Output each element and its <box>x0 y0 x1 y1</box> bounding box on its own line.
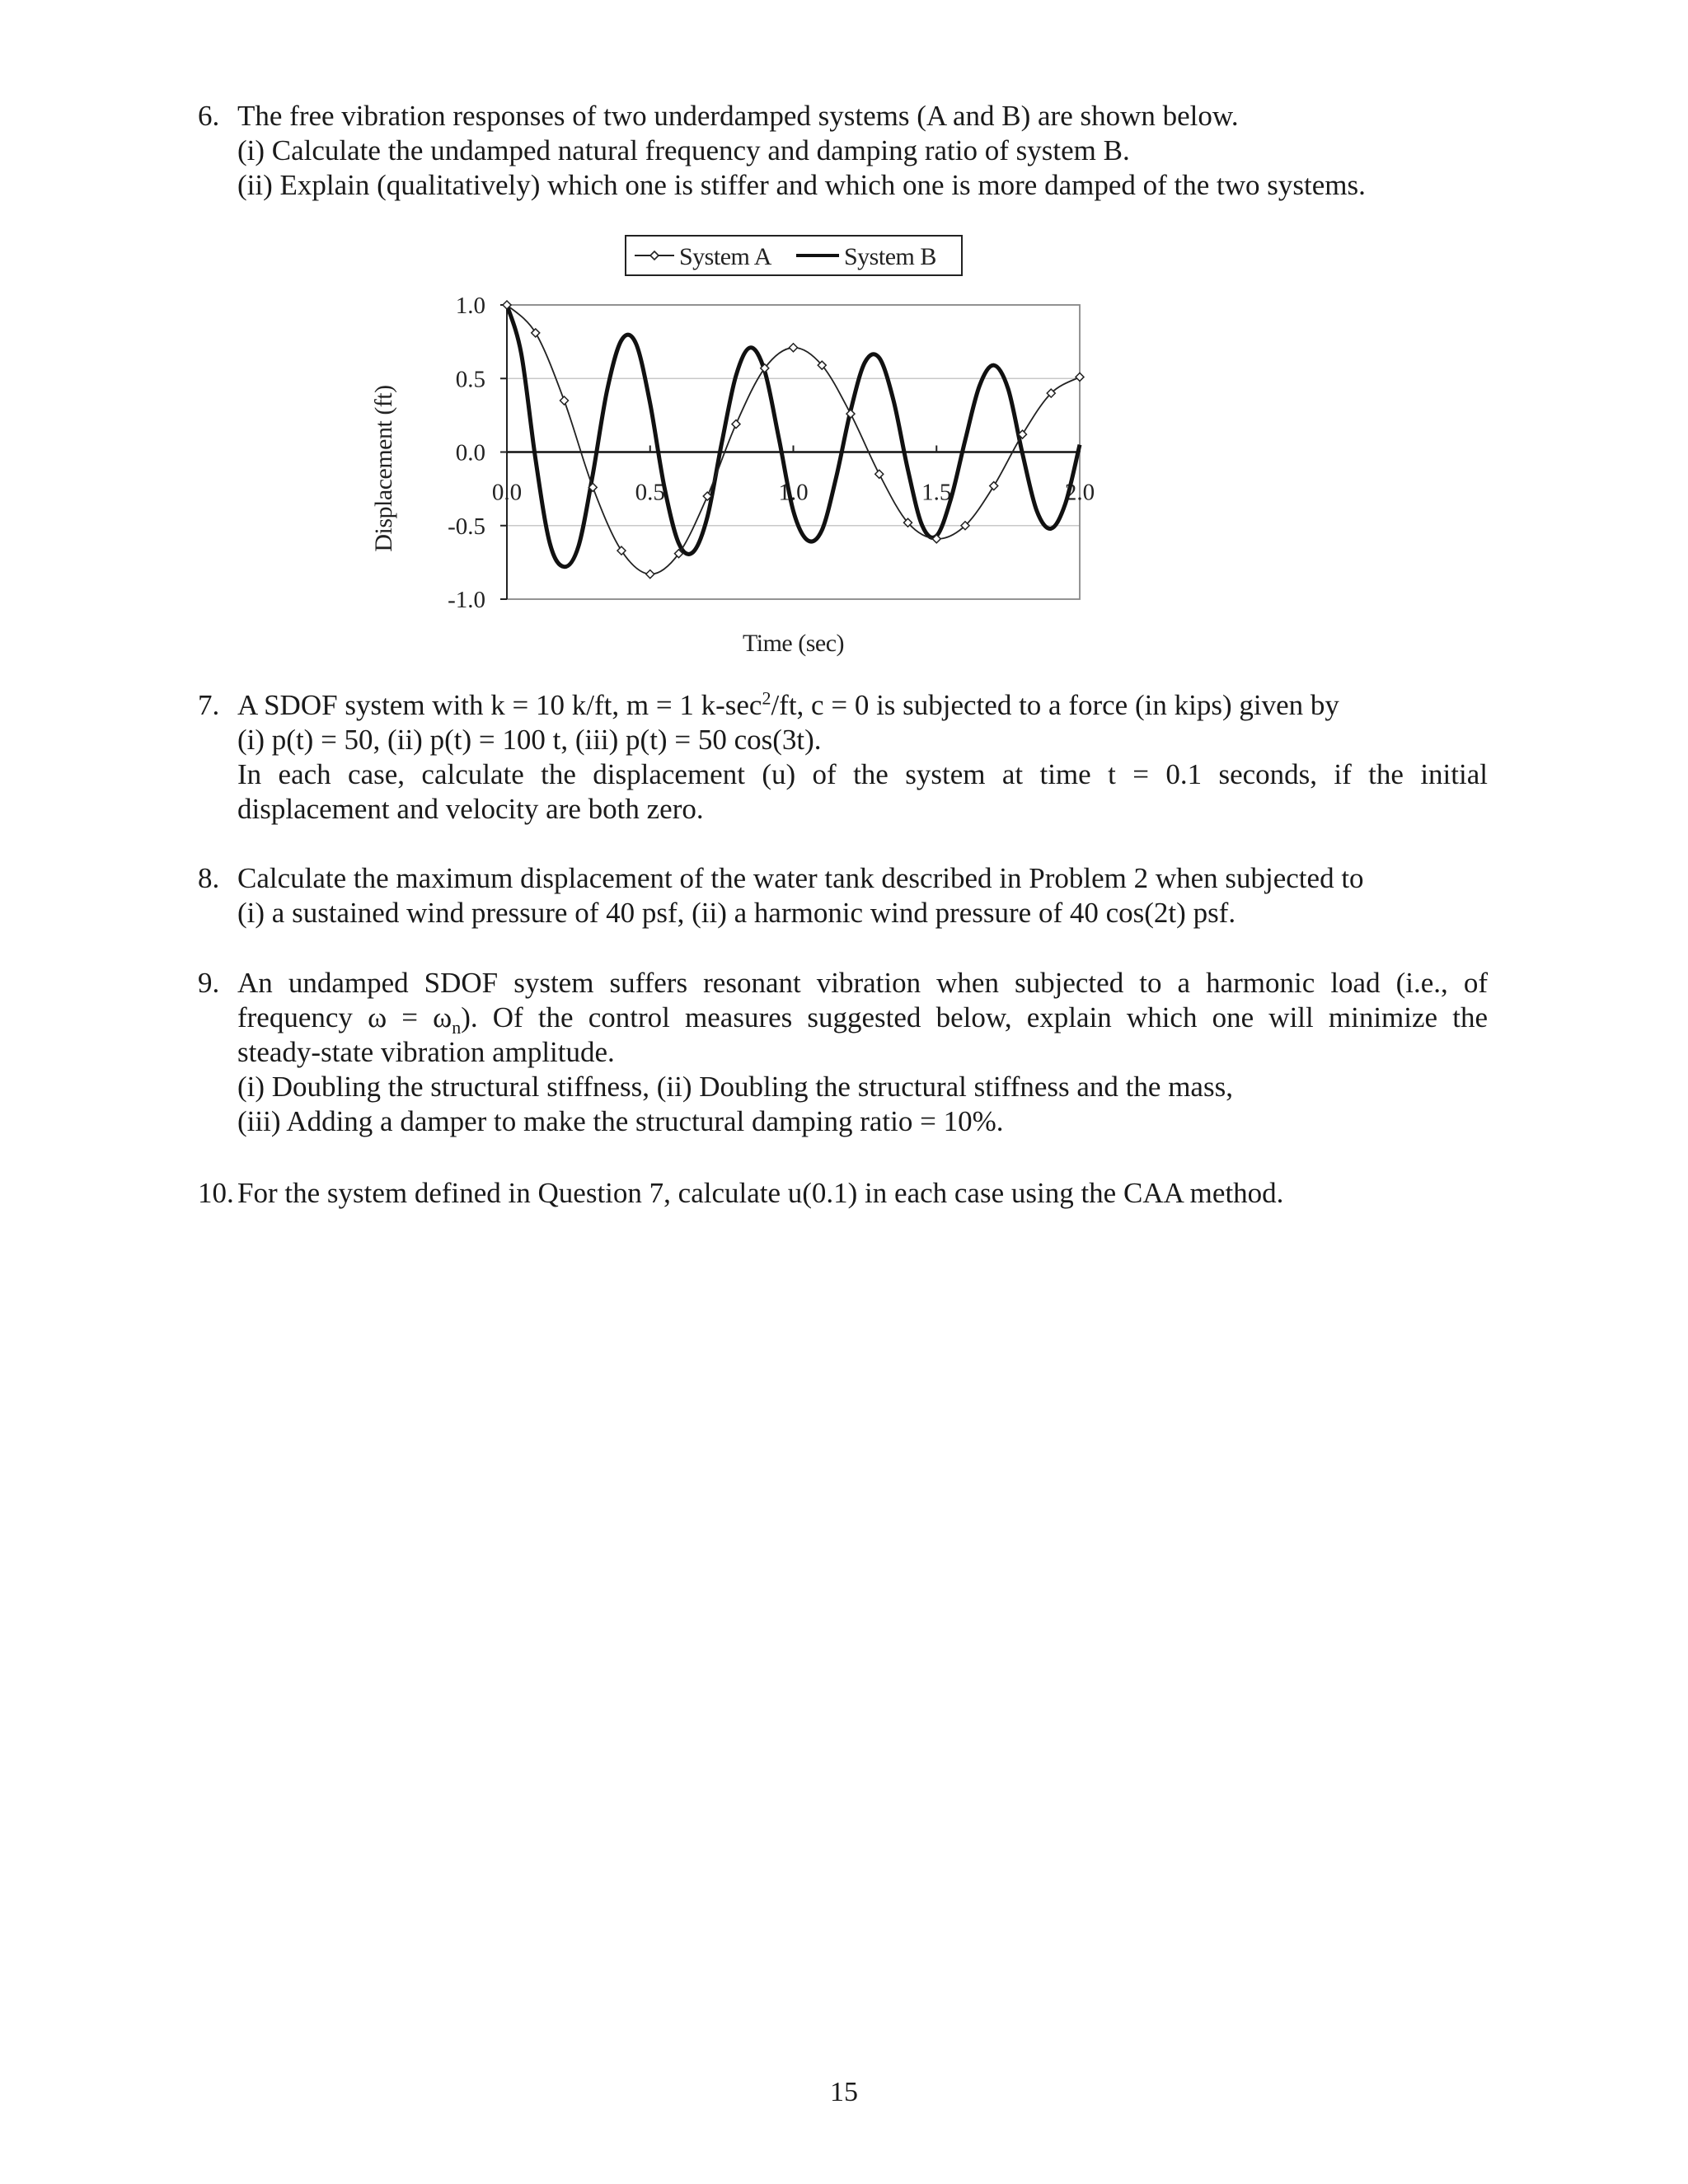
question-8-number: 8. <box>198 862 220 894</box>
legend-label-system-b: System B <box>844 243 936 270</box>
system-a-point-20 <box>1076 373 1084 381</box>
y-axis-label: Displacement (ft) <box>370 385 397 552</box>
chart-legend <box>626 236 962 275</box>
system-a-point-17 <box>990 482 998 490</box>
question-10 <box>198 1176 1488 1211</box>
legend-label-system-a: System A <box>679 243 771 270</box>
question-9-line-5: (iii) Adding a damper to make the structural damping ratio = 10%. <box>237 1105 1004 1137</box>
question-6-line-3: (ii) Explain (qualitatively) which one is stiffer and which one is more damped of the two systems. <box>237 169 1366 201</box>
question-9-line-4: (i) Doubling the structural stiffness, (ii) Doubling the structural stiffness and the mass, <box>237 1071 1233 1103</box>
question-8-line-1: Calculate the maximum displacement of the water tank described in Problem 2 when subjected to <box>237 862 1364 894</box>
question-9-line-1: An undamped SDOF system suffers resonant vibration when subjected to a harmonic load (i.e., of <box>237 967 1488 999</box>
x-tick-label-0: 0.0 <box>491 479 523 506</box>
question-7-line-3: In each case, calculate the displacement (u) of the system at time t = 0.1 seconds, if the initial <box>237 758 1488 790</box>
question-6 <box>198 99 1488 203</box>
system-a-point-5 <box>646 570 654 579</box>
system-a-point-13 <box>875 470 884 478</box>
question-10-number: 10. <box>198 1177 234 1209</box>
question-6-line-1: The free vibration responses of two underdamped systems (A and B) are shown below. <box>237 100 1239 132</box>
question-9 <box>198 966 1488 1139</box>
x-tick-label-4: 2.0 <box>1064 479 1095 506</box>
question-7-line-1: A SDOF system with k = 10 k/ft, m = 1 $k-\sec^2/ft$, c = 0 is subjected to a force (in kips) given by <box>237 687 1339 721</box>
y-tick-label-1: 0.5 <box>455 366 485 393</box>
x-tick-label-3: 1.5 <box>921 479 952 506</box>
question-9-line-3: steady-state vibration amplitude. <box>237 1036 615 1068</box>
question-8 <box>198 861 1488 930</box>
system-a-point-4 <box>617 546 626 555</box>
x-tick-label-1: 0.5 <box>635 479 665 506</box>
page-number: 15 <box>830 2077 858 2107</box>
y-tick-label-3: -0.5 <box>448 513 485 540</box>
question-10-line-1: For the system defined in Question 7, calculate u(0.1) in each case using the CAA method. <box>237 1177 1284 1209</box>
question-6-line-2: (i) Calculate the undamped natural frequency and damping ratio of system B. <box>237 134 1130 166</box>
y-tick-label-0: 1.0 <box>455 293 485 319</box>
question-9-line-2: frequency $\omega = \omega_n$). Of the control measures suggested below, explain which one will minimize the <box>237 1001 1488 1038</box>
y-tick-label-2: 0.0 <box>455 439 485 466</box>
question-7 <box>198 688 1488 827</box>
x-tick-label-2: 1.0 <box>778 479 809 506</box>
y-tick-label-4: -1.0 <box>448 587 485 613</box>
system-a-point-8 <box>732 420 740 429</box>
system-a-point-10 <box>790 344 798 352</box>
question-7-line-4: displacement and velocity are both zero. <box>237 793 704 825</box>
system-a-point-2 <box>560 396 569 405</box>
question-9-number: 9. <box>198 967 220 999</box>
plot-area <box>448 293 1095 613</box>
question-7-number: 7. <box>198 689 220 721</box>
question-6-number: 6. <box>198 100 220 132</box>
question-7-line-2: (i) p(t) = 50, (ii) p(t) = 100 t, (iii) p(t) = 50 cos(3t). <box>237 724 822 756</box>
system-a-point-1 <box>532 329 540 337</box>
x-axis-label: Time (sec) <box>742 630 845 657</box>
question-8-line-2: (i) a sustained wind pressure of 40 psf, (ii) a harmonic wind pressure of 40 cos(2t) psf. <box>237 897 1236 929</box>
free-vibration-chart <box>363 231 1104 668</box>
